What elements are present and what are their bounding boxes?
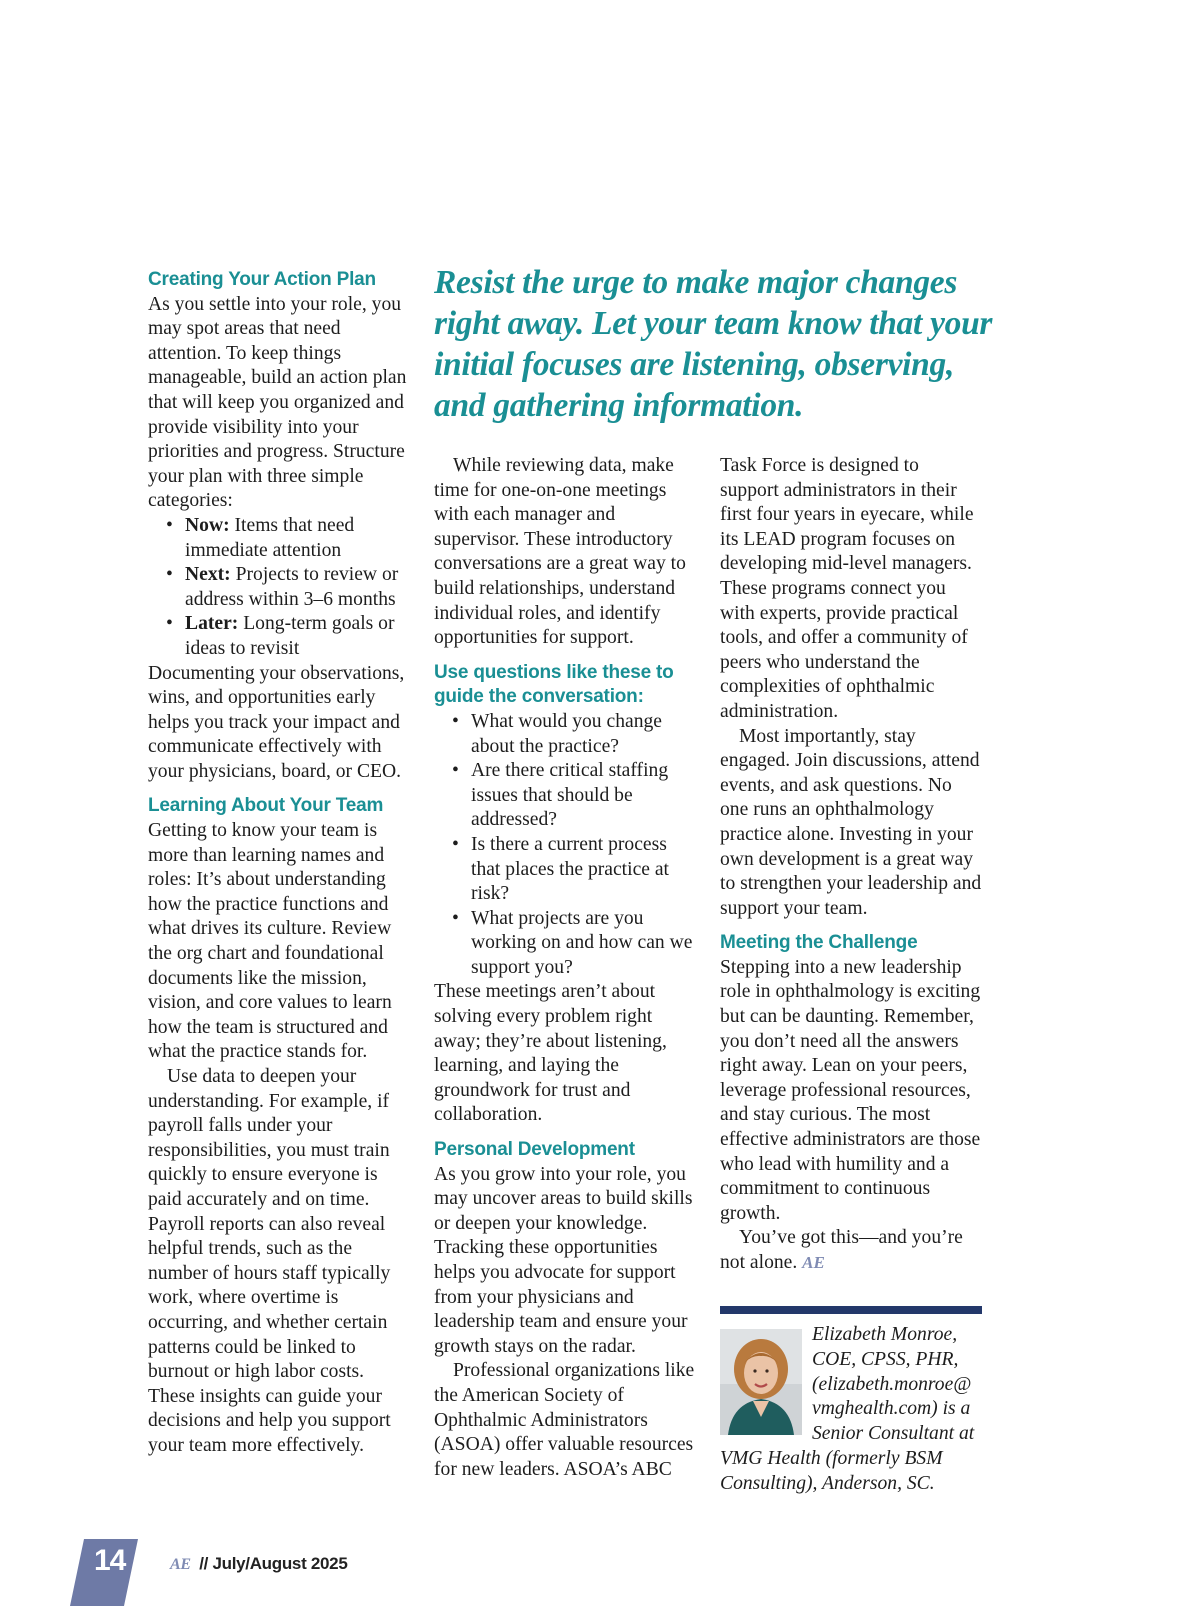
- column-2: [434, 454, 700, 1482]
- list-item: • Are there critical staffing issues that should be addressed?: [434, 759, 700, 833]
- footer-logo: AE: [170, 1556, 191, 1573]
- section-heading-action-plan: Creating Your Action Plan: [148, 269, 376, 290]
- list-item: [148, 514, 410, 563]
- list-text: Long-term goals or ideas to revisit: [185, 613, 395, 659]
- list-text: Items that need immediate attention: [185, 514, 355, 561]
- column-1: [148, 268, 410, 1459]
- list-item: [148, 612, 410, 661]
- paragraph: As you grow into your role, you may uncover areas to build skills or deepen your knowledge. Tracking these opportunities helps you advocate for support from your physicians and leadership team and ensure your growth stays on the radar.: [434, 1163, 693, 1357]
- page-number: 14: [94, 1544, 126, 1577]
- list-term: Later:: [185, 613, 239, 635]
- bio-divider: [720, 1306, 982, 1314]
- paragraph: While reviewing data, make time for one-on-one meetings with each manager and supervisor. These introductory conversations are a great way to build relationships, understand individual roles, and identify opportunities for support.: [434, 455, 686, 649]
- plan-category-list: [148, 514, 410, 662]
- paragraph: Most importantly, stay engaged. Join discussions, attend events, and ask questions. No one runs an ophthalmology practice alone. Investing in your own development is a great way to strengthen your leadership and support your team.: [720, 725, 982, 919]
- paragraph: Stepping into a new leadership role in ophthalmology is exciting but can be daunting. Remember, you don’t need all the answers right away. Lean on your peers, leverage professional resources, and stay curious. The most effective administrators are those who lead with humility and a commitment to continuous growth.: [720, 956, 981, 1224]
- question-list: [434, 710, 700, 981]
- paragraph: As you settle into your role, you may spot areas that need attention. To keep things manageable, build an action plan that will keep you organized and provide visibility into your priorities and progress. Structure your plan with three simple categories:: [148, 293, 407, 512]
- closing-text: You’ve got this—and you’re not alone.: [720, 1227, 963, 1273]
- photo-spacer: [720, 1323, 812, 1429]
- paragraph: These meetings aren’t about solving every problem right away; they’re about listening, learning, and laying the groundwork for trust and collaboration.: [434, 981, 667, 1126]
- section-heading-personal-development: Personal Development: [434, 1139, 635, 1161]
- section-heading-questions: Use questions like these to guide the conversation:: [434, 661, 674, 708]
- footer-issue-line: [170, 1554, 347, 1574]
- paragraph: Task Force is designed to support administrators in their first four years in eyecare, while its LEAD program focuses on developing mid-level managers. These programs connect you with experts, provide practical tools, and offer a community of peers who understand the complexities of ophthalmic administration.: [720, 455, 974, 722]
- issue-date: // July/August 2025: [199, 1554, 348, 1573]
- end-mark-logo: AE: [802, 1253, 825, 1272]
- paragraph: Use data to deepen your understanding. For example, if payroll falls under your responsibilities, you must train quickly to ensure everyone is paid accurately and on time. Payroll reports can also reveal helpful trends, such as the number of hours staff typically work, where overtime is occurring, and whether certain patterns could be linked to burnout or high labor costs. These insights can guide your decisions and help you support your team more effectively.: [148, 1066, 391, 1456]
- list-term: Next:: [185, 564, 231, 586]
- paragraph: Professional organizations like the American Society of Ophthalmic Administrators (ASOA) offer valuable resources for new leaders. ASOA’s ABC: [434, 1360, 695, 1480]
- list-item: • What projects are you working on and how can we support you?: [434, 907, 700, 981]
- author-bio: [720, 1323, 982, 1497]
- pull-quote: Resist the urge to make major changes right away. Let your team know that your initial focuses are listening, observing, and gathering information.: [434, 264, 993, 424]
- paragraph: Getting to know your team is more than learning names and roles: It’s about understanding how the practice functions and what drives its culture. Review the org chart and foundational documents like the mission, vision, and core values to learn how the team is structured and what the practice stands for.: [148, 820, 392, 1063]
- paragraph-closing: [720, 1226, 982, 1275]
- paragraph: Documenting your observations, wins, and opportunities early helps you track your impact and communicate effectively with your physicians, board, or CEO.: [148, 662, 405, 782]
- section-heading-meeting-challenge: Meeting the Challenge: [720, 932, 918, 954]
- list-item: • What would you change about the practice?: [434, 710, 700, 759]
- list-text: Projects to review or address within 3–6 months: [185, 564, 399, 610]
- section-heading-learning-team: Learning About Your Team: [148, 795, 384, 817]
- bio-text: Elizabeth Monroe, COE, CPSS, PHR, (elizabeth.monroe@ vmghealth.com) is a Senior Consultant at VMG Health (formerly BSM Consulting), Anderson, SC.: [720, 1324, 975, 1494]
- list-item: • Is there a current process that places the practice at risk?: [434, 833, 700, 907]
- list-item: [148, 563, 410, 612]
- list-term: Now:: [185, 514, 230, 536]
- column-3: [720, 454, 982, 1276]
